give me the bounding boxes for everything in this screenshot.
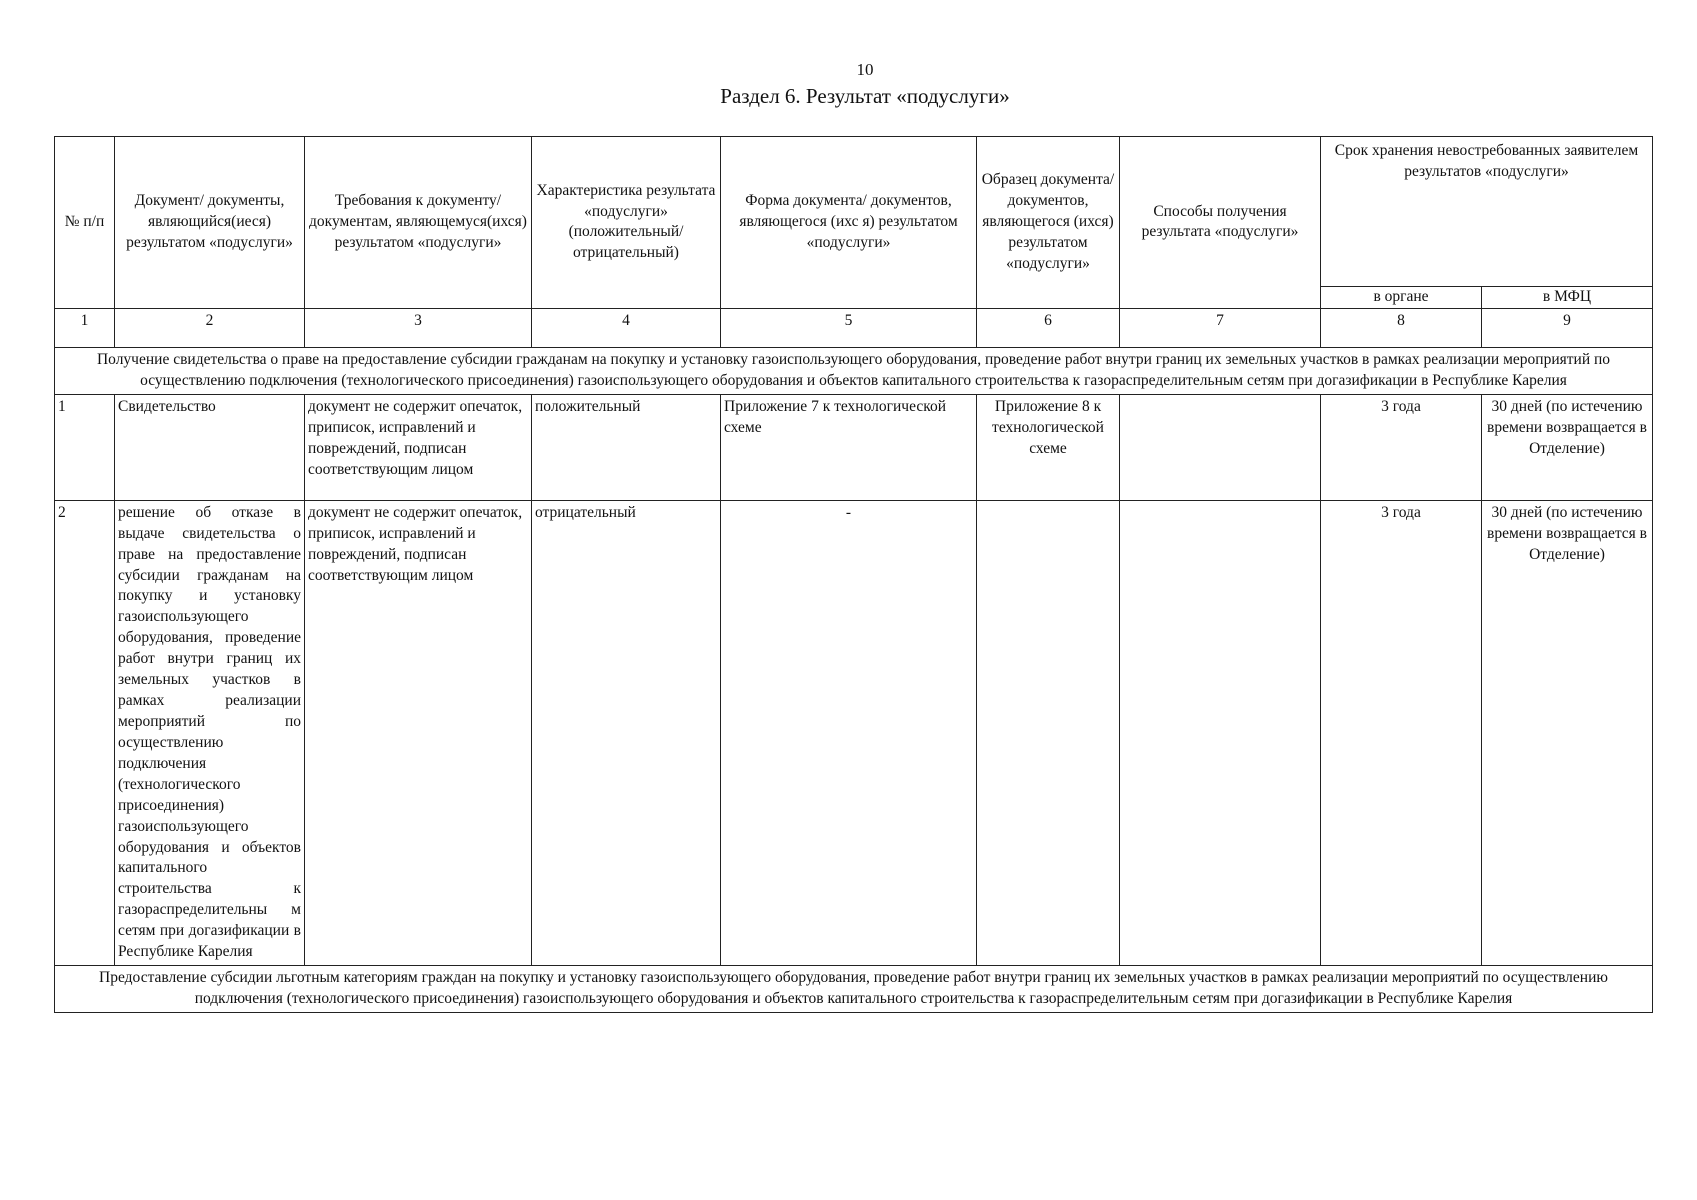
document-sample: Приложение 8 к технологической схеме [977, 394, 1120, 500]
row-number: 2 [55, 500, 115, 965]
header-requirements: Требования к документу/ документам, являющемуся(ихся) результатом «подуслуги» [305, 137, 532, 309]
storage-in-mfc: 30 дней (по истечению времени возвращается в Отделение) [1482, 500, 1653, 965]
column-number: 1 [55, 308, 115, 347]
column-number: 4 [532, 308, 721, 347]
header-document: Документ/ документы, являющийся(иеся) результатом «подуслуги» [115, 137, 305, 309]
group-row [55, 347, 1653, 394]
column-number: 2 [115, 308, 305, 347]
table-row [55, 394, 1653, 500]
result-characteristic: положительный [532, 394, 721, 500]
header-in-mfc: в МФЦ [1482, 287, 1653, 309]
section-title: Раздел 6. Результат «подуслуги» [720, 84, 1010, 108]
document-form: - [721, 500, 977, 965]
document-requirements: документ не содержит опечаток, приписок, исправлений и повреждений, подписан соответствующим лицом [305, 500, 532, 965]
document-sample [977, 500, 1120, 965]
group-row [55, 966, 1653, 1013]
column-numbers-row [55, 308, 1653, 347]
receipt-methods [1120, 500, 1321, 965]
page-number: 10 [856, 60, 874, 79]
header-row [55, 137, 1653, 287]
document-form: Приложение 7 к технологической схеме [721, 394, 977, 500]
receipt-methods [1120, 394, 1321, 500]
result-table [54, 136, 1653, 1013]
header-sample: Образец документа/ документов, являющегося (ихся) результатом «подуслуги» [977, 137, 1120, 309]
header-storage-period: Срок хранения невостребованных заявителем результатов «подуслуги» [1321, 137, 1653, 287]
row-number: 1 [55, 394, 115, 500]
storage-in-organ: 3 года [1321, 500, 1482, 965]
header-number: № п/п [55, 137, 115, 309]
header-in-organ: в органе [1321, 287, 1482, 309]
column-number: 8 [1321, 308, 1482, 347]
storage-in-organ: 3 года [1321, 394, 1482, 500]
result-document: Свидетельство [115, 394, 305, 500]
column-number: 6 [977, 308, 1120, 347]
storage-in-mfc: 30 дней (по истечению времени возвращается в Отделение) [1482, 394, 1653, 500]
table-row [55, 500, 1653, 965]
column-number: 7 [1120, 308, 1321, 347]
header-form: Форма документа/ документов, являющегося (ихс я) результатом «подуслуги» [721, 137, 977, 309]
header-methods: Способы получения результата «подуслуги» [1120, 137, 1321, 309]
result-characteristic: отрицательный [532, 500, 721, 965]
header-characteristic: Характеристика результата «подуслуги» (положительный/ отрицательный) [532, 137, 721, 309]
group-heading-2: Предоставление субсидии льготным категориям граждан на покупку и установку газоиспользующего оборудования, проведение работ внутри границ их земельных участков в рамках реализации мероприятий по осуществлению подключения (технологического присоединения) газоиспользующего оборудования и объектов капитального строительства к газораспределительным сетям при догазификации в Республике Карелия [55, 966, 1653, 1013]
result-document: решение об отказе в выдаче свидетельства о праве на предоставление субсидии гражданам на покупку и установку газоиспользующего оборудования, проведение работ внутри границ их земельных участков в рамках реализации мероприятий по осуществлению подключения (технологического присоединения) газоиспользующего оборудования и объектов капитального строительства к газораспределительны м сетям при догазификации в Республике Карелия [115, 500, 305, 965]
column-number: 3 [305, 308, 532, 347]
column-number: 5 [721, 308, 977, 347]
document-requirements: документ не содержит опечаток, приписок, исправлений и повреждений, подписан соответствующим лицом [305, 394, 532, 500]
group-heading-1: Получение свидетельства о праве на предоставление субсидии гражданам на покупку и установку газоиспользующего оборудования, проведение работ внутри границ их земельных участков в рамках реализации мероприятий по осуществлению подключения (технологического присоединения) газоиспользующего оборудования и объектов капитального строительства к газораспределительным сетям при догазификации в Республике Карелия [55, 347, 1653, 394]
column-number: 9 [1482, 308, 1653, 347]
